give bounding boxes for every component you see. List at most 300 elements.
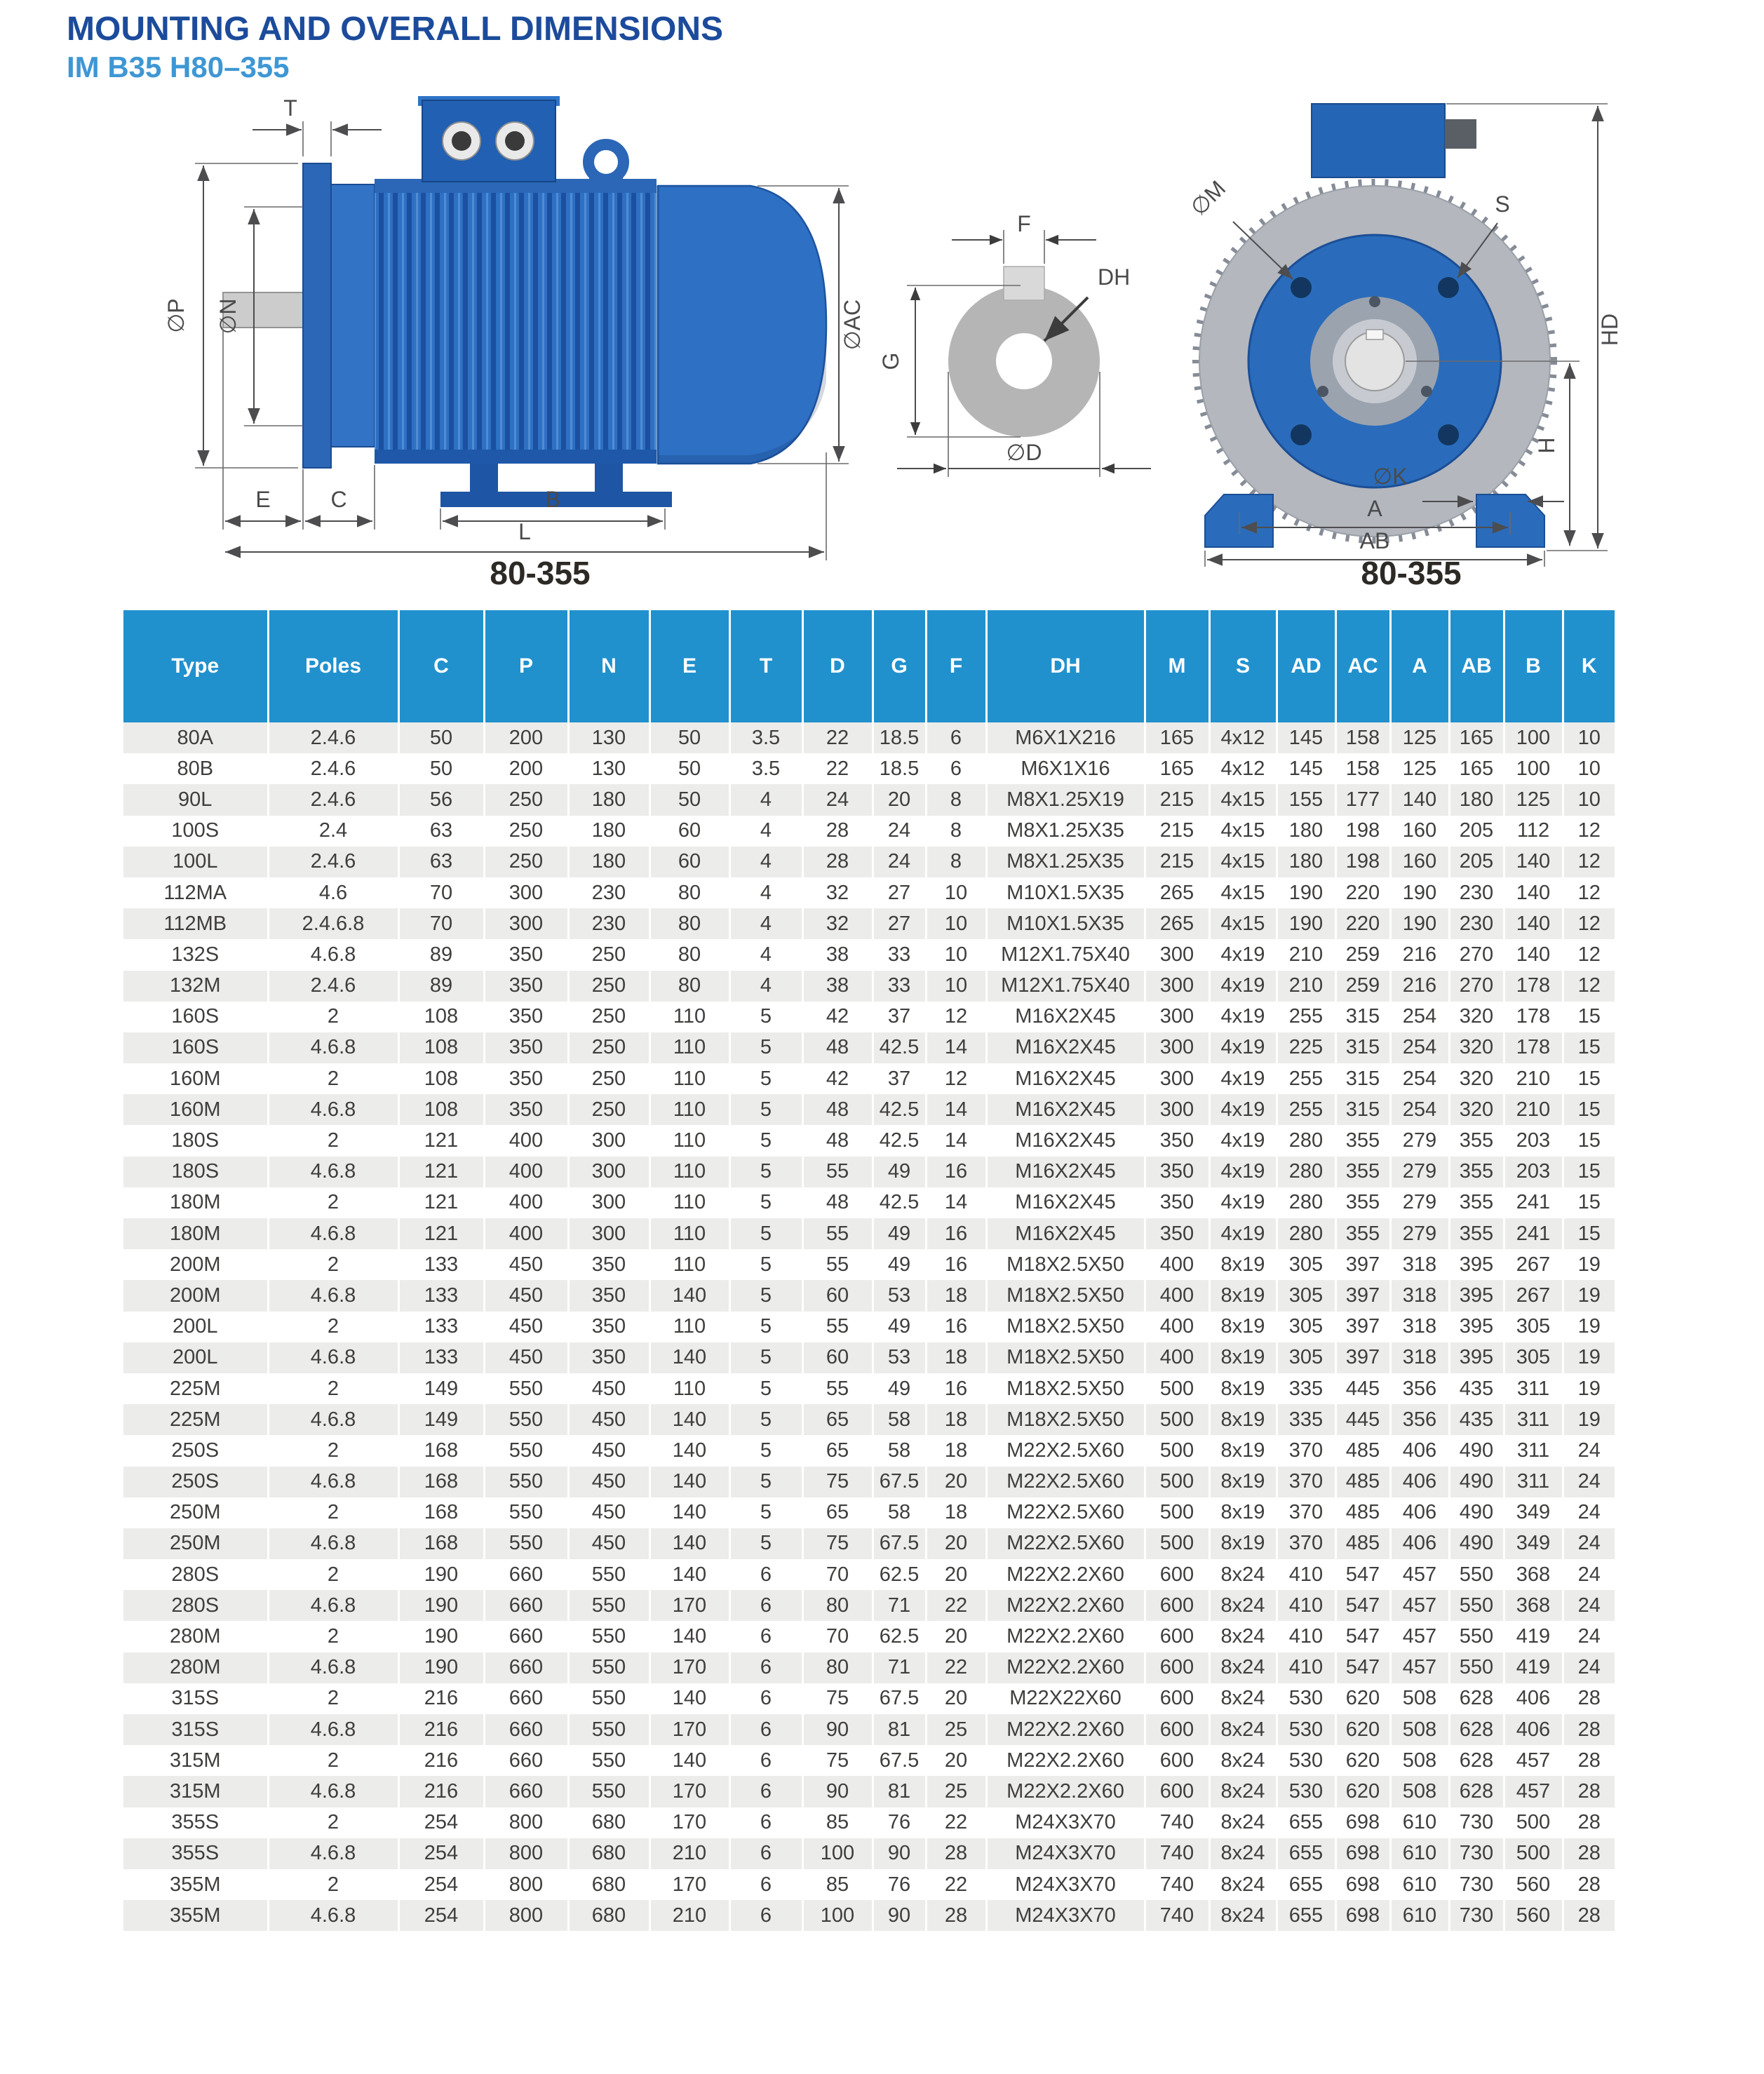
cell-ac: 355 [1335,1187,1390,1218]
cell-n: 300 [568,1187,649,1218]
cell-t: 5 [729,1373,802,1404]
cell-d: 75 [802,1683,873,1714]
column-header-b: B [1504,610,1563,722]
cell-type: 160M [123,1063,268,1094]
cell-dh: M16X2X45 [986,1094,1145,1125]
cell-d: 32 [802,908,873,939]
cell-m: 300 [1145,1002,1209,1032]
cell-s: 8x19 [1209,1342,1277,1373]
cell-m: 300 [1145,939,1209,970]
dim-label-d: ∅D [1006,440,1042,465]
cell-e: 60 [649,816,729,847]
cell-type: 280S [123,1559,268,1590]
table-row [123,1590,1615,1621]
cell-dh: M24X3X70 [986,1807,1145,1838]
cell-e: 110 [649,1002,729,1032]
cell-ac: 259 [1335,939,1390,970]
cell-t: 5 [729,1342,802,1373]
cell-c: 63 [398,816,484,847]
cell-k: 12 [1577,850,1601,873]
cell-m: 165 [1145,753,1209,784]
table-row [123,1312,1615,1342]
cell-b: 100 [1504,753,1563,784]
cell-m: 600 [1145,1590,1209,1621]
table-row [123,1218,1615,1249]
cell-g: 24 [873,847,926,877]
cell-type: 160M [123,1094,268,1125]
cell-t: 4 [729,877,802,908]
cell-f: 18 [926,1404,986,1435]
cell-d: 75 [802,1467,873,1497]
cell-b: 203 [1504,1125,1563,1156]
cell-e: 210 [649,1900,729,1931]
cell-ab: 550 [1449,1652,1504,1683]
cell-g: 90 [873,1900,926,1931]
cell-m: 500 [1145,1373,1209,1404]
cell-e: 80 [649,939,729,970]
cell-n: 450 [568,1528,649,1559]
cell-b: 419 [1504,1652,1563,1683]
cell-d: 75 [802,1745,873,1776]
cell-k: 15 [1577,1160,1601,1183]
cell-a: 254 [1390,1032,1449,1063]
cell-a: 318 [1390,1280,1449,1311]
cell-ad: 370 [1277,1497,1335,1528]
cell-t: 6 [729,1714,802,1745]
column-header-t: T [729,610,802,722]
cell-ad: 190 [1277,908,1335,939]
cell-e: 140 [649,1467,729,1497]
cell-type: 250S [123,1435,268,1466]
shaft-section-drawing [866,203,1161,498]
cell-dh: M8X1.25X35 [986,816,1145,847]
table-row [123,877,1615,908]
cell-poles: 4.6.8 [268,1900,398,1931]
cell-n: 250 [568,1094,649,1125]
cell-ab: 355 [1449,1218,1504,1249]
cell-n: 450 [568,1435,649,1466]
table-row [123,1187,1615,1218]
cell-s: 4x15 [1209,784,1277,815]
cell-c: 168 [398,1467,484,1497]
cell-s: 4x15 [1209,877,1277,908]
cell-ab: 320 [1449,1063,1504,1094]
cable-gland-left-hole [452,131,471,151]
cell-b: 311 [1504,1435,1563,1466]
column-header-ab: AB [1449,610,1504,722]
cell-a: 190 [1390,908,1449,939]
column-header-ac: AC [1335,610,1390,722]
cell-t: 5 [729,1249,802,1280]
cell-b: 140 [1504,939,1563,970]
cell-p: 800 [484,1869,568,1900]
cell-a: 406 [1390,1497,1449,1528]
cell-dh: M24X3X70 [986,1838,1145,1869]
cell-k: 12 [1577,912,1601,935]
cell-b: 140 [1504,877,1563,908]
table-row [123,1404,1615,1435]
cell-n: 300 [568,1125,649,1156]
cell-p: 350 [484,1063,568,1094]
cell-t: 3.5 [729,753,802,784]
cell-ab: 395 [1449,1342,1504,1373]
cell-m: 300 [1145,971,1209,1002]
cell-ac: 547 [1335,1621,1390,1652]
cell-n: 550 [568,1745,649,1776]
cell-type: 225M [123,1373,268,1404]
cell-f: 12 [926,1063,986,1094]
cell-poles: 4.6.8 [268,1094,398,1125]
cell-s: 4x19 [1209,1002,1277,1032]
cell-c: 108 [398,1094,484,1125]
cell-k: 12 [1577,943,1601,966]
dim-label-k: ∅K [1373,464,1408,489]
cell-a: 279 [1390,1157,1449,1187]
cell-f: 16 [926,1312,986,1342]
cell-m: 300 [1145,1032,1209,1063]
cell-ab: 270 [1449,939,1504,970]
cell-d: 55 [802,1157,873,1187]
cell-f: 22 [926,1807,986,1838]
cell-f: 25 [926,1776,986,1807]
cell-c: 216 [398,1745,484,1776]
cell-m: 600 [1145,1559,1209,1590]
cell-type: 100L [123,847,268,877]
cell-g: 62.5 [873,1621,926,1652]
cell-b: 241 [1504,1218,1563,1249]
cell-d: 24 [802,784,873,815]
cell-d: 100 [802,1900,873,1931]
cell-p: 550 [484,1467,568,1497]
cell-g: 90 [873,1838,926,1869]
cell-c: 168 [398,1435,484,1466]
cell-poles: 2 [268,1373,398,1404]
cell-g: 18.5 [873,722,926,753]
cell-m: 500 [1145,1528,1209,1559]
cell-dh: M22X2.2X60 [986,1652,1145,1683]
cell-b: 419 [1504,1621,1563,1652]
cell-e: 110 [649,1373,729,1404]
cell-ad: 370 [1277,1467,1335,1497]
cell-e: 110 [649,1063,729,1094]
cell-ad: 305 [1277,1342,1335,1373]
cell-dh: M22X2.5X60 [986,1435,1145,1466]
cell-a: 160 [1390,816,1449,847]
cell-a: 356 [1390,1373,1449,1404]
cell-dh: M12X1.75X40 [986,971,1145,1002]
cell-t: 6 [729,1776,802,1807]
boss-bolt-top [1369,296,1380,307]
cell-dh: M22X2.2X60 [986,1714,1145,1745]
cell-n: 130 [568,722,649,753]
cell-b: 210 [1504,1063,1563,1094]
cell-m: 400 [1145,1342,1209,1373]
cell-p: 660 [484,1590,568,1621]
cell-ad: 655 [1277,1900,1335,1931]
table-row [123,784,1615,815]
cell-ad: 410 [1277,1559,1335,1590]
cell-d: 55 [802,1373,873,1404]
cell-ab: 320 [1449,1002,1504,1032]
cell-d: 80 [802,1652,873,1683]
cell-f: 8 [926,816,986,847]
cell-poles: 2.4.6 [268,971,398,1002]
cell-k: 28 [1577,1718,1601,1741]
shaft-end [1345,332,1404,391]
cell-type: 112MA [123,877,268,908]
cell-a: 457 [1390,1621,1449,1652]
cell-s: 8x24 [1209,1807,1277,1838]
cell-ac: 698 [1335,1869,1390,1900]
cell-dh: M12X1.75X40 [986,939,1145,970]
cell-f: 28 [926,1900,986,1931]
cell-ad: 255 [1277,1002,1335,1032]
dim-label-c: C [330,487,347,512]
cell-poles: 2 [268,1683,398,1714]
flange-hole-tr [1438,277,1459,298]
cell-t: 5 [729,1002,802,1032]
cell-type: 180M [123,1187,268,1218]
cell-type: 315M [123,1776,268,1807]
cell-a: 508 [1390,1683,1449,1714]
cell-poles: 2 [268,1497,398,1528]
cell-d: 22 [802,722,873,753]
cell-d: 65 [802,1404,873,1435]
table-row [123,1002,1615,1032]
cell-k: 24 [1577,1532,1601,1555]
cell-e: 170 [649,1590,729,1621]
cell-f: 10 [926,971,986,1002]
cell-e: 80 [649,908,729,939]
cell-dh: M22X22X60 [986,1683,1145,1714]
cell-k: 28 [1577,1779,1601,1803]
cell-t: 5 [729,1467,802,1497]
cell-e: 140 [649,1745,729,1776]
cell-c: 56 [398,784,484,815]
cell-n: 680 [568,1838,649,1869]
cell-t: 5 [729,1218,802,1249]
cell-d: 65 [802,1497,873,1528]
flange-hole-br [1438,424,1459,445]
cell-poles: 2 [268,1435,398,1466]
cell-k: 24 [1577,1470,1601,1493]
cell-g: 33 [873,939,926,970]
cell-k: 15 [1577,1067,1601,1090]
cell-f: 22 [926,1652,986,1683]
cell-b: 457 [1504,1745,1563,1776]
cell-e: 110 [649,1312,729,1342]
cell-f: 16 [926,1373,986,1404]
cell-a: 279 [1390,1125,1449,1156]
cell-n: 550 [568,1652,649,1683]
cell-dh: M18X2.5X50 [986,1404,1145,1435]
dim-label-m: ∅M [1185,175,1231,221]
cell-e: 60 [649,847,729,877]
cell-t: 6 [729,1745,802,1776]
cell-a: 254 [1390,1063,1449,1094]
cell-type: 160S [123,1002,268,1032]
cell-g: 58 [873,1404,926,1435]
cell-f: 8 [926,847,986,877]
front-bracket [331,184,375,447]
cell-poles: 4.6.8 [268,1590,398,1621]
cell-b: 140 [1504,908,1563,939]
cell-poles: 4.6.8 [268,1404,398,1435]
cell-f: 22 [926,1869,986,1900]
table-row [123,816,1615,847]
cell-n: 450 [568,1404,649,1435]
cell-c: 216 [398,1683,484,1714]
cell-poles: 2 [268,1621,398,1652]
cell-ac: 315 [1335,1002,1390,1032]
cell-n: 350 [568,1280,649,1311]
flange [303,163,331,468]
cell-m: 265 [1145,877,1209,908]
cell-a: 318 [1390,1312,1449,1342]
cell-ab: 205 [1449,816,1504,847]
cell-m: 500 [1145,1404,1209,1435]
motor-side-view-drawing [140,81,912,572]
cable-gland-right-hole [505,131,525,151]
cell-s: 4x19 [1209,939,1277,970]
cell-ac: 698 [1335,1838,1390,1869]
cell-d: 38 [802,939,873,970]
cell-g: 58 [873,1497,926,1528]
cell-poles: 2 [268,1125,398,1156]
cell-type: 250M [123,1528,268,1559]
dim-label-p: ∅P [163,298,189,333]
cell-p: 350 [484,971,568,1002]
cell-k: 15 [1577,1129,1601,1152]
cell-p: 550 [484,1497,568,1528]
cell-e: 140 [649,1435,729,1466]
cell-d: 48 [802,1187,873,1218]
cell-ad: 180 [1277,816,1335,847]
cell-poles: 4.6.8 [268,1776,398,1807]
column-header-e: E [649,610,729,722]
cell-s: 8x24 [1209,1559,1277,1590]
cell-t: 6 [729,1807,802,1838]
cell-c: 89 [398,971,484,1002]
cell-e: 170 [649,1869,729,1900]
cell-t: 5 [729,1157,802,1187]
table-row [123,1900,1615,1931]
cell-t: 5 [729,1280,802,1311]
cell-s: 8x19 [1209,1528,1277,1559]
cell-d: 65 [802,1435,873,1466]
column-header-a: A [1390,610,1449,722]
cell-b: 311 [1504,1467,1563,1497]
cell-type: 80B [123,753,268,784]
cell-n: 250 [568,1063,649,1094]
cell-f: 8 [926,784,986,815]
cell-s: 4x15 [1209,908,1277,939]
cell-b: 305 [1504,1342,1563,1373]
column-header-s: S [1209,610,1277,722]
cell-t: 6 [729,1652,802,1683]
cell-p: 400 [484,1187,568,1218]
cell-k: 28 [1577,1811,1601,1834]
cell-type: 100S [123,816,268,847]
cell-b: 178 [1504,971,1563,1002]
cell-ab: 320 [1449,1094,1504,1125]
cell-dh: M16X2X45 [986,1157,1145,1187]
cell-s: 8x24 [1209,1621,1277,1652]
cell-m: 300 [1145,1094,1209,1125]
cell-a: 457 [1390,1590,1449,1621]
cell-a: 318 [1390,1249,1449,1280]
cell-poles: 4.6.8 [268,939,398,970]
cell-ad: 530 [1277,1776,1335,1807]
cell-a: 457 [1390,1559,1449,1590]
cell-m: 400 [1145,1280,1209,1311]
cell-ab: 355 [1449,1187,1504,1218]
cell-ab: 435 [1449,1373,1504,1404]
cell-b: 125 [1504,784,1563,815]
cell-ad: 210 [1277,971,1335,1002]
cell-c: 216 [398,1776,484,1807]
cell-n: 180 [568,784,649,815]
cell-k: 28 [1577,1873,1601,1896]
cell-ac: 547 [1335,1652,1390,1683]
table-row [123,1497,1615,1528]
cell-n: 300 [568,1218,649,1249]
cell-m: 265 [1145,908,1209,939]
cell-ac: 485 [1335,1528,1390,1559]
cell-p: 550 [484,1528,568,1559]
cell-b: 500 [1504,1807,1563,1838]
cell-g: 67.5 [873,1467,926,1497]
cell-poles: 4.6.8 [268,1157,398,1187]
cell-dh: M18X2.5X50 [986,1342,1145,1373]
cell-m: 500 [1145,1467,1209,1497]
cell-g: 24 [873,816,926,847]
cell-b: 100 [1504,722,1563,753]
cell-ad: 655 [1277,1838,1335,1869]
table-row [123,1373,1615,1404]
cell-d: 55 [802,1249,873,1280]
cell-k: 19 [1577,1377,1601,1400]
cell-dh: M10X1.5X35 [986,908,1145,939]
cell-type: 355S [123,1807,268,1838]
cell-b: 368 [1504,1559,1563,1590]
cell-s: 4x19 [1209,1094,1277,1125]
column-header-type: Type [123,610,268,722]
cell-s: 4x12 [1209,753,1277,784]
cell-ac: 620 [1335,1714,1390,1745]
cell-ac: 315 [1335,1094,1390,1125]
cell-k: 24 [1577,1656,1601,1679]
table-row [123,1435,1615,1466]
cell-type: 355M [123,1900,268,1931]
cell-ad: 655 [1277,1807,1335,1838]
cell-k: 24 [1577,1594,1601,1617]
cell-dh: M22X2.2X60 [986,1776,1145,1807]
cell-t: 5 [729,1312,802,1342]
cell-f: 16 [926,1218,986,1249]
cell-ac: 355 [1335,1218,1390,1249]
cell-d: 42 [802,1063,873,1094]
cell-c: 133 [398,1249,484,1280]
cell-k: 15 [1577,1191,1601,1214]
cell-poles: 2 [268,1063,398,1094]
dim-label-e: E [255,487,271,512]
cell-a: 610 [1390,1807,1449,1838]
table-row [123,1280,1615,1311]
cell-a: 356 [1390,1404,1449,1435]
cell-k: 19 [1577,1346,1601,1369]
cell-ac: 198 [1335,816,1390,847]
